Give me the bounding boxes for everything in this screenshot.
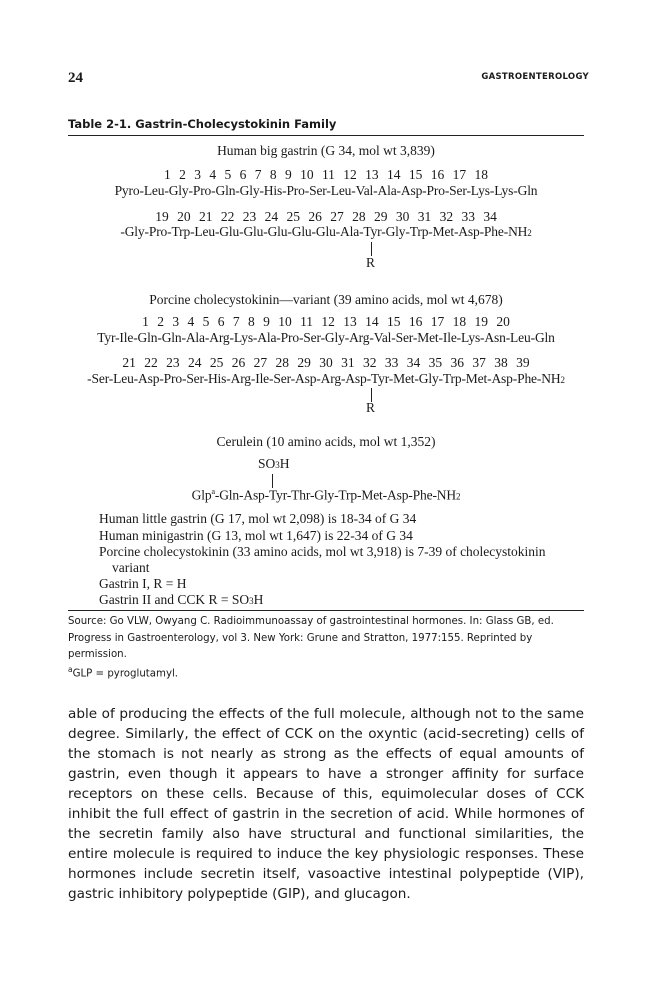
note-little-gastrin: Human little gastrin (G 17, mol wt 2,098) is 18-34 of G 34 xyxy=(99,511,417,526)
cck-sequence-2 xyxy=(68,371,584,387)
cck-r-label: R xyxy=(366,400,376,415)
cerulein-sequence xyxy=(68,487,584,504)
cck-sequence-2-text: -Ser-Leu-Asp-Pro-Ser-His-Arg-Ile-Ser-Asp-Arg-Asp-Tyr-Met-Gly-Trp-Met-Asp-Phe-NH xyxy=(87,371,561,386)
table-bottom-rule xyxy=(68,610,584,611)
cerulein-so3h-main: SO xyxy=(258,456,276,471)
cck-sequence-1: Tyr-Ile-Gln-Gln-Ala-Arg-Lys-Ala-Pro-Ser-Gly-Arg-Val-Ser-Met-Ile-Lys-Asn-Leu-Gln xyxy=(97,330,555,345)
big-gastrin-tyr-bond xyxy=(371,242,372,256)
note-gastrin-ii-subscript: 3 xyxy=(249,596,254,606)
body-paragraph: able of producing the effects of the full molecule, although not to the same degree. Similarly, the effect of CCK on the oxyntic (acid-secreting) cells of the stomach is not nearly as strong as the effects of equal amounts of gastrin, even though it appears to have a stronger affinity for surface receptors on these cells. Because of this, equimolecular doses of CCK inhibit the full effect of gastrin in the secretion of acid. While hormones of the secretin family also have structural and functional similarities, the entire molecule is required to induce the key physiologic responses. These hormones include secretin itself, vasoactive intestinal polypeptide (VIP), gastric inhibitory polypeptide (GIP), and glucagon. xyxy=(68,706,584,902)
note-gastrin-i: Gastrin I, R = H xyxy=(99,576,187,591)
note-gastrin-ii xyxy=(99,592,263,608)
big-gastrin-sequence-2 xyxy=(68,224,584,240)
table-footnote xyxy=(68,665,178,679)
cck-numbers-2: 21 22 23 24 25 26 27 28 29 30 31 32 33 34 35 36 37 38 39 xyxy=(122,355,530,370)
note-porcine-cck-cont: variant xyxy=(112,560,150,575)
note-porcine-cck: Porcine cholecystokinin (33 amino acids, mol wt 3,918) is 7-39 of cholecystokinin xyxy=(99,544,546,559)
table-title: Table 2-1. Gastrin-Cholecystokinin Family xyxy=(68,117,337,131)
cerulein-so3h-label xyxy=(258,456,290,472)
note-gastrin-ii-main: Gastrin II and CCK R = SO xyxy=(99,592,250,607)
table-top-rule xyxy=(68,135,584,136)
cck-sequence-2-subscript: 2 xyxy=(560,375,565,385)
big-gastrin-numbers-2: 19 20 21 22 23 24 25 26 27 28 29 30 31 32 33 34 xyxy=(155,209,497,224)
footnote-text: GLP = pyroglutamyl. xyxy=(72,668,179,680)
cerulein-footnote-marker: a xyxy=(211,487,215,496)
page-number: 24 xyxy=(68,70,83,86)
cerulein-sequence-rest: -Gln-Asp-Tyr-Thr-Gly-Trp-Met-Asp-Phe-NH xyxy=(214,487,456,503)
table-source: Source: Go VLW, Owyang C. Radioimmunoassay of gastrointestinal hormones. In: Glass GB, ed. Progress in Gastroenterology, vol 3. New York: Grune and Stratton, 1977:155. Reprinted by permission. xyxy=(68,616,554,660)
cerulein-sequence-subscript: 2 xyxy=(456,491,461,502)
big-gastrin-sequence-2-subscript: 2 xyxy=(527,228,532,238)
big-gastrin-sequence-1: Pyro-Leu-Gly-Pro-Gln-Gly-His-Pro-Ser-Leu-Val-Ala-Asp-Pro-Ser-Lys-Lys-Gln xyxy=(114,183,538,198)
note-gastrin-ii-end: H xyxy=(253,592,264,607)
footnote-marker: a xyxy=(68,665,73,674)
note-minigastrin: Human minigastrin (G 13, mol wt 1,647) is 22-34 of G 34 xyxy=(99,528,413,543)
big-gastrin-r-label: R xyxy=(366,255,376,270)
cerulein-so3h-end: H xyxy=(279,456,290,471)
cerulein-sequence-start: Glp xyxy=(191,487,212,503)
running-head: GASTROENTEROLOGY xyxy=(481,72,589,82)
big-gastrin-heading: Human big gastrin (G 34, mol wt 3,839) xyxy=(217,143,435,158)
cerulein-heading: Cerulein (10 amino acids, mol wt 1,352) xyxy=(216,434,436,449)
page-header xyxy=(68,70,589,90)
cerulein-tyr-bond xyxy=(272,474,273,488)
cerulein-so3h-subscript: 3 xyxy=(275,460,280,470)
cck-heading: Porcine cholecystokinin—variant (39 amino acids, mol wt 4,678) xyxy=(149,292,503,307)
big-gastrin-numbers-1: 1 2 3 4 5 6 7 8 9 10 11 12 13 14 15 16 17 18 xyxy=(163,167,489,182)
big-gastrin-sequence-2-text: -Gly-Pro-Trp-Leu-Glu-Glu-Glu-Glu-Glu-Ala-Tyr-Gly-Trp-Met-Asp-Phe-NH xyxy=(120,224,528,239)
cck-numbers-1: 1 2 3 4 5 6 7 8 9 10 11 12 13 14 15 16 17 18 19 20 xyxy=(142,314,510,329)
